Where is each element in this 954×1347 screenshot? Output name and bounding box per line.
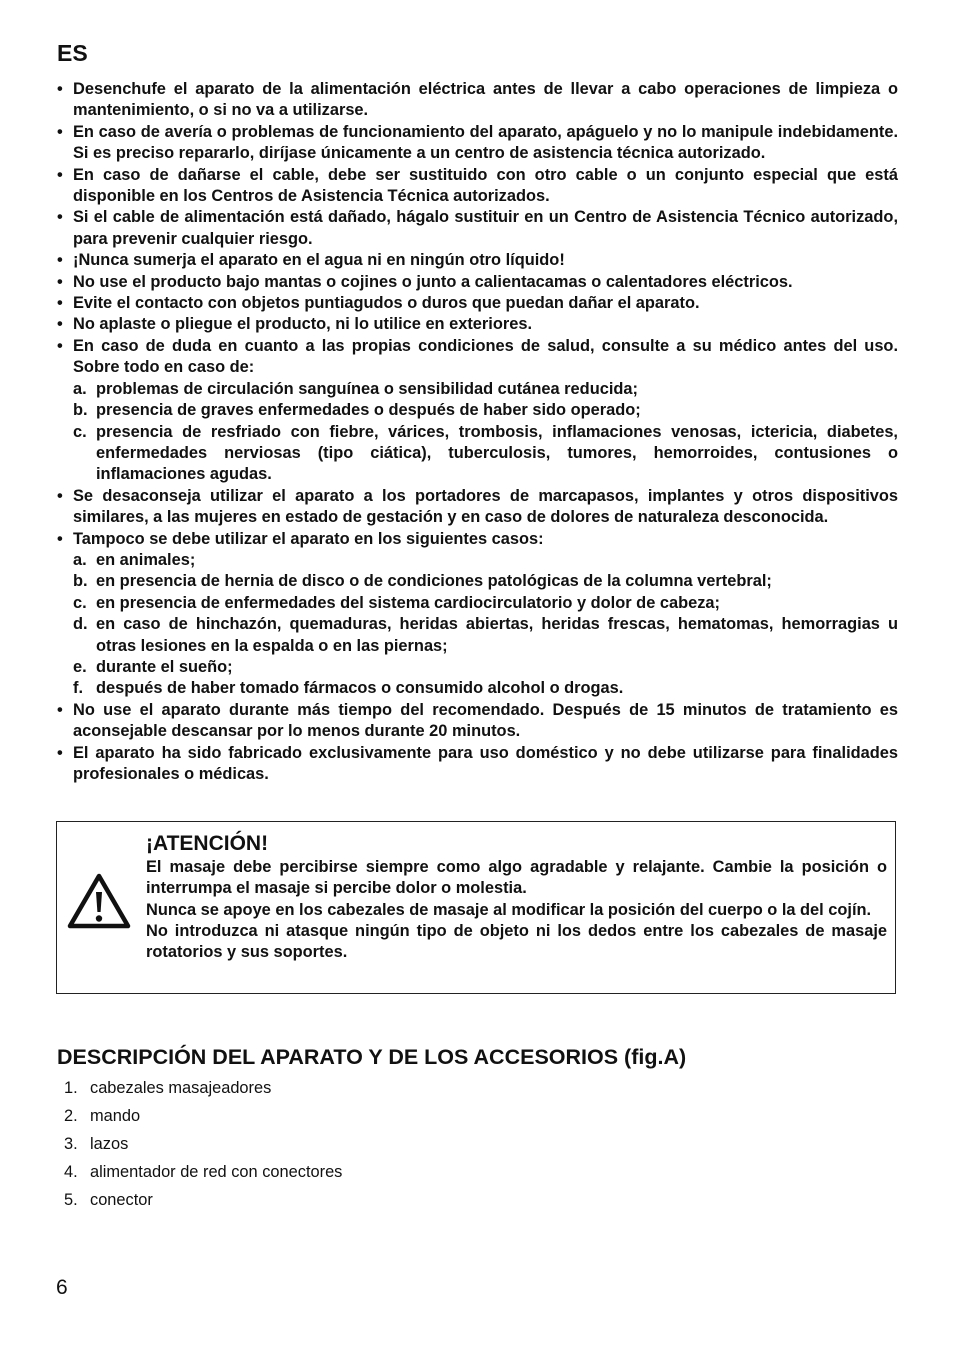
case-sublist: [73, 550, 898, 700]
sublist-item: [73, 422, 898, 486]
safety-bullet: [57, 529, 898, 700]
sublist-item: [73, 614, 898, 657]
safety-bullet: [57, 486, 898, 529]
warning-paragraph: Nunca se apoye en los cabezales de masaje al modificar la posición del cuerpo o la del cojín.: [146, 900, 872, 919]
parts-list-item: [64, 1130, 342, 1158]
warning-triangle-icon: [67, 872, 131, 930]
bullet-text: En caso de avería o problemas de funcionamiento del aparato, apáguelo y no lo manipule indebidamente. Si es preciso repararlo, diríjase únicamente a un centro de asistencia técnica autorizado.: [73, 122, 898, 163]
safety-bullet: [57, 743, 898, 786]
bullet-text: Tampoco se debe utilizar el aparato en los siguientes casos:: [73, 529, 544, 548]
parts-list-item: [64, 1186, 342, 1214]
condition-sublist: [73, 379, 898, 486]
sublist-marker: a.: [73, 550, 87, 569]
sublist-item: [73, 400, 898, 421]
safety-bullet: [57, 207, 898, 250]
safety-bullet: [57, 250, 898, 271]
section-heading: DESCRIPCIÓN DEL APARATO Y DE LOS ACCESORIOS (fig.A): [57, 1045, 687, 1069]
safety-bullet: [57, 272, 898, 293]
item-number: 4.: [64, 1163, 78, 1181]
safety-bullet: [57, 79, 898, 122]
item-number: 3.: [64, 1135, 78, 1153]
bullet-text: En caso de dañarse el cable, debe ser sustituido con otro cable o un conjunto especial que está disponible en los Centros de Asistencia Técnica autorizados.: [73, 165, 898, 206]
sublist-marker: e.: [73, 657, 87, 676]
safety-bullet: [57, 293, 898, 314]
sublist-marker: b.: [73, 572, 88, 591]
sublist-text: presencia de graves enfermedades o después de haber sido operado;: [96, 401, 641, 420]
bullet-text: No use el producto bajo mantas o cojines o junto a calientacamas o calentadores eléctricos.: [73, 272, 793, 291]
sublist-text: en presencia de hernia de disco o de condiciones patológicas de la columna vertebral;: [96, 572, 772, 591]
sublist-text: después de haber tomado fármacos o consumido alcohol o drogas.: [96, 679, 624, 698]
parts-list-item: [64, 1102, 342, 1130]
item-number: 1.: [64, 1079, 78, 1097]
bullet-text: El aparato ha sido fabricado exclusivamente para uso doméstico y no debe utilizarse para finalidades profesionales o médicas.: [73, 743, 898, 783]
item-label: lazos: [90, 1135, 129, 1153]
warning-content: [146, 832, 887, 963]
sublist-item: [73, 657, 898, 678]
sublist-marker: c.: [73, 593, 87, 612]
item-number: 5.: [64, 1191, 78, 1209]
safety-bullet: [57, 314, 898, 335]
sublist-text: en presencia de enfermedades del sistema cardiocirculatorio y dolor de cabeza;: [96, 593, 720, 612]
bullet-text: Se desaconseja utilizar el aparato a los portadores de marcapasos, implantes y otros dispositivos similares, a las mujeres en estado de gestación y en caso de dolores de naturaleza desconocida.: [73, 486, 898, 527]
item-label: alimentador de red con conectores: [90, 1163, 343, 1181]
item-label: conector: [90, 1191, 153, 1209]
bullet-text: No use el aparato durante más tiempo del recomendado. Después de 15 minutos de tratamiento es aconsejable descansar por lo menos durante 20 minutos.: [73, 700, 898, 741]
language-code: ES: [57, 40, 88, 66]
sublist-item: [73, 379, 898, 400]
parts-list: [64, 1074, 342, 1214]
sublist-text: problemas de circulación sanguínea o sensibilidad cutánea reducida;: [96, 379, 638, 398]
safety-bullet: [57, 700, 898, 743]
safety-bullet: [57, 336, 898, 486]
safety-bullet: [57, 165, 898, 208]
sublist-text: en caso de hinchazón, quemaduras, heridas abiertas, heridas frescas, hematomas, hemorragias u otras lesiones en la espalda o en las piernas;: [96, 615, 898, 655]
warning-paragraph: El masaje debe percibirse siempre como algo agradable y relajante. Cambie la posición o interrumpa el masaje si percibe dolor o molestia.: [146, 858, 887, 898]
sublist-item: [73, 678, 898, 699]
item-label: cabezales masajeadores: [90, 1079, 272, 1097]
bullet-text: Desenchufe el aparato de la alimentación eléctrica antes de llevar a cabo operaciones de limpieza o mantenimiento, o si no va a utilizarse.: [73, 80, 898, 120]
sublist-item: [73, 571, 898, 592]
sublist-marker: d.: [73, 615, 88, 634]
sublist-item: [73, 550, 898, 571]
warning-box: [56, 821, 896, 994]
sublist-marker: f.: [73, 679, 84, 698]
item-label: mando: [90, 1107, 141, 1125]
safety-bullet: [57, 122, 898, 165]
warning-title: ¡ATENCIÓN!: [146, 832, 269, 855]
bullet-text: ¡Nunca sumerja el aparato en el agua ni en ningún otro líquido!: [73, 251, 565, 270]
bullet-text: Si el cable de alimentación está dañado, hágalo sustituir en un Centro de Asistencia Técnico autorizado, para prevenir cualquier riesgo.: [73, 208, 898, 248]
page-number: 6: [56, 1276, 68, 1299]
warning-paragraph: No introduzca ni atasque ningún tipo de objeto ni los dedos entre los cabezales de masaje rotatorios y sus soportes.: [146, 921, 887, 962]
parts-list-item: [64, 1074, 342, 1102]
parts-list-item: [64, 1158, 342, 1186]
sublist-text: durante el sueño;: [96, 657, 233, 676]
sublist-marker: b.: [73, 401, 88, 420]
sublist-text: en animales;: [96, 550, 196, 569]
bullet-text: No aplaste o pliegue el producto, ni lo utilice en exteriores.: [73, 315, 533, 334]
bullet-text: Evite el contacto con objetos puntiagudos o duros que puedan dañar el aparato.: [73, 294, 700, 313]
sublist-text: presencia de resfriado con fiebre, várices, trombosis, inflamaciones venosas, ictericia, diabetes, enfermedades nerviosas (tipo ciática), tuberculosis, tumores, hemorroides, contusiones o inflamaciones agudas.: [96, 422, 898, 484]
sublist-item: [73, 593, 898, 614]
sublist-marker: a.: [73, 379, 87, 398]
item-number: 2.: [64, 1107, 78, 1125]
sublist-marker: c.: [73, 422, 87, 441]
bullet-text: En caso de duda en cuanto a las propias condiciones de salud, consulte a su médico antes del uso. Sobre todo en caso de:: [73, 336, 898, 377]
safety-bullet-list: [57, 79, 898, 785]
